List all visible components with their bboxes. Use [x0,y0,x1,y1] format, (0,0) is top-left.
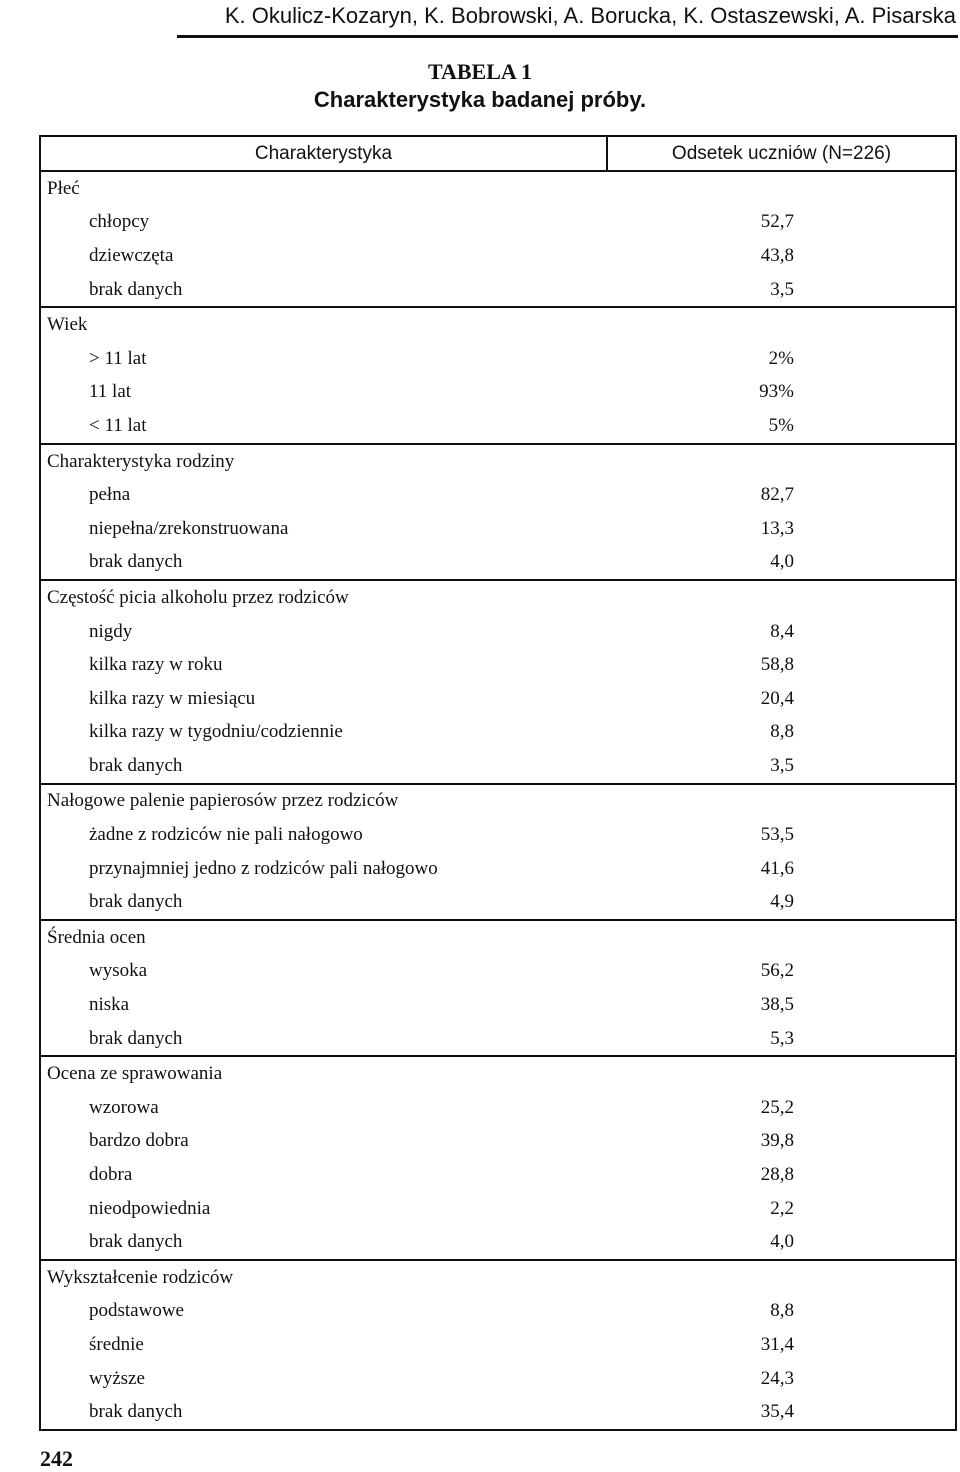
table-row [40,648,956,682]
table-row [40,852,956,886]
row-label: dziewczęta [89,244,174,266]
table-row [40,1158,956,1192]
row-label: niska [89,994,130,1016]
category-label: Nałogowe palenie papierosów przez rodziców [40,784,956,819]
table-row [40,1192,956,1226]
category-label: Wykształcenie rodziców [40,1260,956,1295]
row-label: nigdy [89,620,133,642]
row-value: 53,5 [760,824,794,846]
row-label: wysoka [89,960,148,982]
row-label: wyższe [89,1367,145,1389]
table-row [40,716,956,750]
category-label: Częstość picia alkoholu przez rodziców [40,580,956,615]
row-value: 28,8 [760,1164,794,1186]
row-label: żadne z rodziców nie pali nałogowo [89,824,363,846]
category-label: Charakterystyka rodziny [40,444,956,479]
row-label: brak danych [89,278,183,300]
table-row [40,478,956,512]
column-header-percent: Odsetek uczniów (N=226) [607,136,956,171]
row-value: 2% [768,347,794,369]
table-row [40,342,956,376]
row-value: 3,5 [770,754,794,776]
table-row [40,1125,956,1159]
running-header-authors: K. Okulicz-Kozaryn, K. Bobrowski, A. Borucka, K. Ostaszewski, A. Pisarska [224,3,956,28]
table-row [40,885,956,920]
row-value: 58,8 [760,654,794,676]
row-label: brak danych [89,1401,183,1423]
table-row [40,1395,956,1430]
table-subtitle: Charakterystyka badanej próby. [313,87,647,112]
row-value: 4,0 [770,1231,794,1253]
table-row [40,376,956,410]
row-value: 4,9 [770,891,794,913]
table-row [40,818,956,852]
category-row [40,307,956,342]
row-value: 3,5 [770,278,794,300]
row-value: 20,4 [760,687,794,709]
table-row [40,1022,956,1057]
row-value: 41,6 [760,857,794,879]
row-label: podstawowe [89,1300,184,1322]
table-row [40,512,956,546]
row-label: brak danych [89,551,183,573]
row-label: niepełna/zrekonstruowana [89,517,289,539]
row-value: 52,7 [760,211,794,233]
row-label: brak danych [89,891,183,913]
table-row [40,206,956,240]
category-row [40,444,956,479]
table-body [40,171,956,1430]
table-title: TABELA 1 [427,59,533,84]
row-value: 4,0 [770,551,794,573]
row-label: wzorowa [89,1096,159,1118]
row-value: 25,2 [760,1096,794,1118]
table-row [40,239,956,273]
category-label: Wiek [40,307,956,342]
row-label: < 11 lat [89,414,147,436]
row-value: 8,8 [770,721,794,743]
row-value: 38,5 [760,994,794,1016]
row-value: 24,3 [760,1367,794,1389]
page-number: 242 [40,1446,73,1471]
row-value: 43,8 [760,244,794,266]
table-row [40,749,956,784]
row-value: 13,3 [760,517,794,539]
row-label: kilka razy w miesiącu [89,687,256,709]
category-row [40,784,956,819]
category-row [40,580,956,615]
table-header-row [40,136,956,171]
category-row [40,920,956,955]
header-divider [177,35,958,38]
row-label: kilka razy w roku [89,654,223,676]
row-label: brak danych [89,1231,183,1253]
table-row [40,682,956,716]
column-header-characteristic: Charakterystyka [40,136,607,171]
table-row [40,273,956,308]
row-label: 11 lat [89,381,132,403]
row-value: 39,8 [760,1130,794,1152]
table-row [40,1225,956,1260]
row-label: chłopcy [89,211,150,233]
category-label: Średnia ocen [40,920,956,955]
table-row [40,615,956,649]
row-value: 5,3 [770,1027,794,1049]
category-row [40,1260,956,1295]
table-row [40,1362,956,1396]
row-value: 31,4 [760,1333,794,1355]
row-value: 2,2 [770,1197,794,1219]
table-row [40,546,956,581]
table-row [40,1295,956,1329]
row-label: bardzo dobra [89,1130,189,1152]
row-label: średnie [89,1333,144,1355]
table-row [40,988,956,1022]
sample-characteristics-table [39,135,957,1431]
row-label: brak danych [89,754,183,776]
row-label: dobra [89,1164,133,1186]
row-value: 8,4 [770,620,794,642]
table-row [40,409,956,444]
category-label: Płeć [47,177,80,199]
row-label: przynajmniej jedno z rodziców pali nałogowo [89,857,438,879]
category-row [40,1056,956,1091]
row-value: 56,2 [760,960,794,982]
table-row [40,955,956,989]
row-value: 8,8 [770,1300,794,1322]
row-label: > 11 lat [89,347,147,369]
category-label: Ocena ze sprawowania [40,1056,956,1091]
row-value: 93% [759,381,794,403]
row-value: 82,7 [760,484,794,506]
row-label: pełna [89,484,131,506]
row-label: brak danych [89,1027,183,1049]
table-row [40,1328,956,1362]
row-value: 5% [768,414,794,436]
row-label: kilka razy w tygodniu/codziennie [89,721,343,743]
category-row [40,171,956,206]
row-label: nieodpowiednia [89,1197,211,1219]
row-value: 35,4 [760,1401,794,1423]
table-row [40,1091,956,1125]
